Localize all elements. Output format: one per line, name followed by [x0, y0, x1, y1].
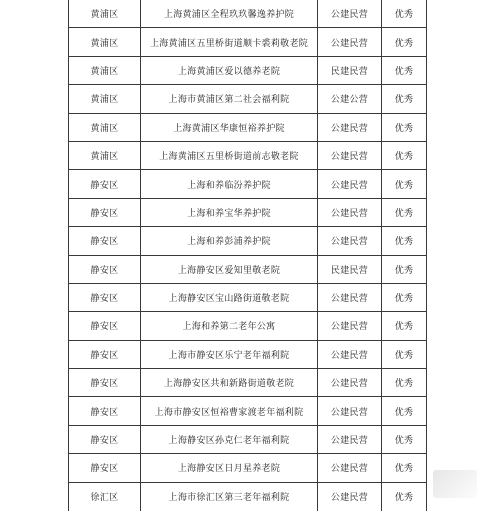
table-row — [69, 454, 426, 482]
operation-type-cell: 民建民营 — [318, 256, 382, 283]
rating-cell: 优秀 — [394, 493, 414, 504]
operation-type-cell: 公建民营 — [318, 483, 382, 511]
rating-cell: 优秀 — [394, 10, 414, 21]
table-row — [69, 0, 426, 28]
district-cell: 静安区 — [69, 341, 141, 368]
institution-name-cell: 上海黄浦区全程玖玖馨逸养护院 — [141, 0, 318, 27]
rating-cell: 优秀 — [394, 350, 414, 361]
institution-name-cell: 上海静安区宝山路街道敬老院 — [141, 284, 318, 311]
rating-cell: 优秀 — [394, 407, 414, 418]
operation-type-cell: 公建民营 — [318, 426, 382, 453]
rating-cell: 优秀 — [394, 436, 414, 447]
rating-cell: 优秀 — [394, 237, 414, 248]
operation-type-cell: 公建民营 — [318, 397, 382, 424]
institution-table — [68, 0, 427, 511]
rating-cell: 优秀 — [394, 66, 414, 77]
table-row — [69, 369, 426, 397]
table-row — [69, 341, 426, 369]
district-cell: 静安区 — [69, 369, 141, 396]
rating-cell: 优秀 — [394, 322, 414, 333]
rating-cell: 优秀 — [394, 464, 414, 475]
operation-type-cell: 公建民营 — [318, 142, 382, 169]
district-cell: 静安区 — [69, 397, 141, 424]
institution-name-cell: 上海黄浦区华康恒裕养护院 — [141, 114, 318, 141]
institution-name-cell: 上海静安区孙克仁老年福利院 — [141, 426, 318, 453]
rating-cell: 优秀 — [394, 265, 414, 276]
table-row — [69, 312, 426, 340]
rating-cell: 优秀 — [394, 152, 414, 163]
institution-name-cell: 上海市徐汇区第三老年福利院 — [141, 483, 318, 511]
table-row — [69, 28, 426, 56]
operation-type-cell: 公建民营 — [318, 369, 382, 396]
institution-name-cell: 上海黄浦区爱以德养老院 — [141, 57, 318, 84]
operation-type-cell: 公建民营 — [318, 199, 382, 226]
table-row — [69, 284, 426, 312]
institution-name-cell: 上海和养临汾养护院 — [141, 170, 318, 197]
district-cell: 黄浦区 — [69, 0, 141, 27]
district-cell: 黄浦区 — [69, 57, 141, 84]
institution-name-cell: 上海和养第二老年公寓 — [141, 312, 318, 339]
rating-cell: 优秀 — [394, 294, 414, 305]
rating-cell: 优秀 — [394, 180, 414, 191]
table-row — [69, 426, 426, 454]
institution-name-cell: 上海静安区日月星养老院 — [141, 454, 318, 481]
district-cell: 静安区 — [69, 227, 141, 254]
table-row — [69, 114, 426, 142]
table-row — [69, 57, 426, 85]
district-cell: 静安区 — [69, 454, 141, 481]
operation-type-cell: 公建民营 — [318, 454, 382, 481]
district-cell: 黄浦区 — [69, 114, 141, 141]
table-row — [69, 199, 426, 227]
table-row — [69, 85, 426, 113]
institution-name-cell: 上海市静安区恒裕曹家渡老年福利院 — [141, 397, 318, 424]
district-cell: 静安区 — [69, 170, 141, 197]
institution-name-cell: 上海静安区爱知里敬老院 — [141, 256, 318, 283]
operation-type-cell: 公建民营 — [318, 28, 382, 55]
rating-cell: 优秀 — [394, 123, 414, 134]
operation-type-cell: 公建民营 — [318, 227, 382, 254]
operation-type-cell: 公建民营 — [318, 341, 382, 368]
district-cell: 静安区 — [69, 284, 141, 311]
table-row — [69, 142, 426, 170]
district-cell: 黄浦区 — [69, 142, 141, 169]
table-row — [69, 397, 426, 425]
rating-cell: 优秀 — [394, 208, 414, 219]
table-row — [69, 483, 426, 511]
institution-name-cell: 上海黄浦区五里桥街道前志敬老院 — [141, 142, 318, 169]
operation-type-cell: 公建民营 — [318, 0, 382, 27]
operation-type-cell: 公建公营 — [318, 85, 382, 112]
rating-cell: 优秀 — [394, 95, 414, 106]
table-row — [69, 227, 426, 255]
watermark-image — [433, 470, 477, 498]
district-cell: 静安区 — [69, 312, 141, 339]
district-cell: 黄浦区 — [69, 28, 141, 55]
institution-name-cell: 上海和养宝华养护院 — [141, 199, 318, 226]
table-row — [69, 256, 426, 284]
district-cell: 静安区 — [69, 426, 141, 453]
operation-type-cell: 公建民营 — [318, 312, 382, 339]
institution-name-cell: 上海市黄浦区第二社会福利院 — [141, 85, 318, 112]
district-cell: 静安区 — [69, 256, 141, 283]
district-cell: 黄浦区 — [69, 85, 141, 112]
institution-name-cell: 上海静安区共和新路街道敬老院 — [141, 369, 318, 396]
rating-cell: 优秀 — [394, 379, 414, 390]
institution-name-cell: 上海和养彭浦养护院 — [141, 227, 318, 254]
rating-cell: 优秀 — [394, 38, 414, 49]
operation-type-cell: 公建民营 — [318, 284, 382, 311]
operation-type-cell: 公建民营 — [318, 170, 382, 197]
operation-type-cell: 民建民营 — [318, 57, 382, 84]
district-cell: 静安区 — [69, 199, 141, 226]
institution-name-cell: 上海市静安区乐宁老年福利院 — [141, 341, 318, 368]
operation-type-cell: 公建民营 — [318, 114, 382, 141]
table-row — [69, 170, 426, 198]
district-cell: 徐汇区 — [69, 483, 141, 511]
institution-name-cell: 上海黄浦区五里桥街道顺卡裘莉敬老院 — [141, 28, 318, 55]
